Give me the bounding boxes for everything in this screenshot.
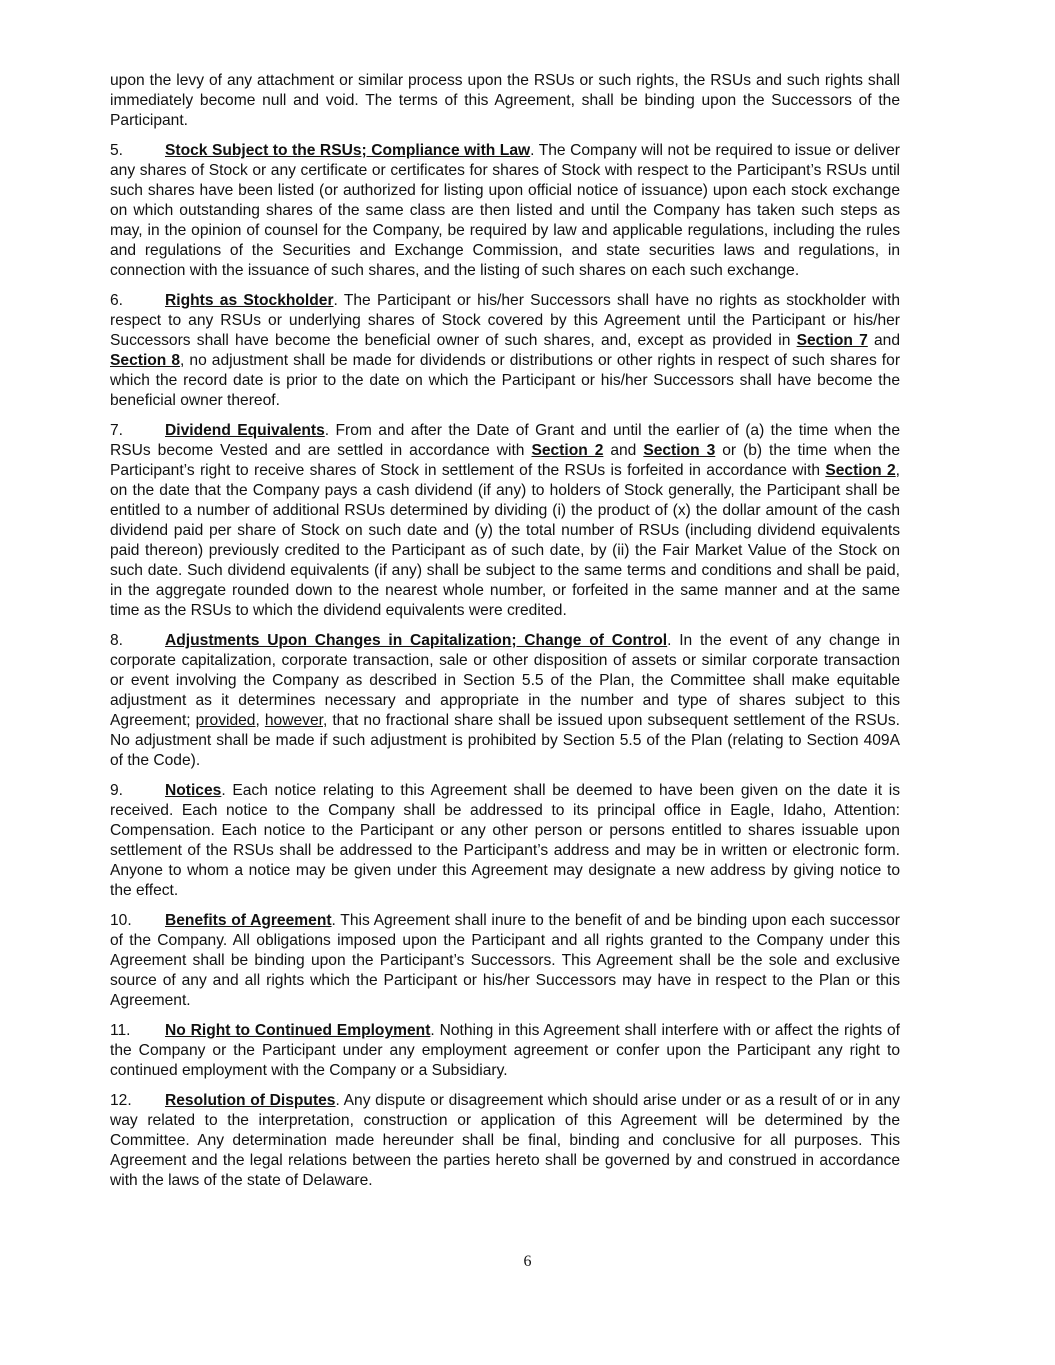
section-heading: Stock Subject to the RSUs; Compliance with Law <box>165 142 531 159</box>
section-heading: Notices <box>165 782 222 799</box>
section-reference: Section 3 <box>643 442 716 459</box>
section-body: , no adjustment shall be made for dividends or distributions or other rights in respect of such shares for which the record date is prior to the date on which the Participant or his/her Successors shall have become the beneficial owner thereof. <box>110 352 901 409</box>
continuation-text: upon the levy of any attachment or similar process upon the RSUs or such rights, the RSUs and such rights shall immediately become null and void. The terms of this Agreement, shall be binding upon the Successors of the Participant. <box>110 72 900 129</box>
section-number: 11. <box>110 1022 131 1039</box>
section-9 <box>110 781 900 901</box>
section-number: 9. <box>110 782 124 799</box>
section-number: 10. <box>110 912 132 929</box>
section-8 <box>110 631 900 771</box>
section-heading: Adjustments Upon Changes in Capitalization; Change of Control <box>165 632 668 649</box>
page-number: 6 <box>523 1253 532 1270</box>
section-heading: Benefits of Agreement <box>165 912 332 929</box>
section-body: . Any dispute or disagreement which should arise under or as a result of or in any way related to the interpretation, construction or application of this Agreement will be determined by the Committee. Any determination made hereunder shall be final, binding and conclusive for all purposes. This Agreement and the legal relations between the parties hereto shall be governed by and construed in accordance with the laws of the state of Delaware. <box>110 1092 900 1189</box>
section-number: 6. <box>110 292 124 309</box>
section-body: or (b) the time when the Participant’s right to receive shares of Stock in settlement of the RSUs is forfeited in accordance with <box>110 442 900 479</box>
section-11 <box>110 1021 900 1081</box>
section-body: . Each notice relating to this Agreement shall be deemed to have been given on the date it is received. Each notice to the Company shall be addressed to its principal office in Eagle, Idaho, Attention: Compensation. Each notice to the Participant or any other person or persons entitled to shares issuable upon settlement of the RSUs shall be addressed to the Participant’s address and may be in written or electronic form. Anyone to whom a notice may be given under this Agreement may designate a new address by giving notice to the effect. <box>110 782 900 899</box>
section-body: . The Participant or his/her Successors shall have no rights as stockholder with respect to any RSUs or underlying shares of Stock covered by this Agreement until the Participant or his/her Successors shall have become the beneficial owner of such shares, and, except as provided in <box>110 292 901 349</box>
document-body <box>110 71 900 1201</box>
section-body: and <box>867 332 901 349</box>
section-body: . The Company will not be required to issue or deliver any shares of Stock or any certificate or certificates for shares of Stock with respect to the Participant’s RSUs until such shares have been listed (or authorized for listing upon official notice of issuance) upon each stock exchange on which outstanding shares of the same class are then listed and until the Company has taken such steps as may, in the opinion of counsel for the Company, be required by law and applicable regulations, including the rules and regulations of the Securities and Exchange Commission, and state securities laws and regulations, in connection with the issuance of such shares, and the listing of such shares on each such exchange. <box>110 142 900 279</box>
section-7 <box>110 421 900 621</box>
section-body: , on the date that the Company pays a cash dividend (if any) to holders of Stock generally, the Participant shall be entitled to a number of additional RSUs determined by dividing (i) the product of (x) the dollar amount of the cash dividend paid per share of Stock on such date and (y) the total number of RSUs (including dividend equivalents paid thereon) previously credited to the Participant as of such date, by (ii) the Fair Market Value of the Stock on such date. Such dividend equivalents (if any) shall be subject to the same terms and conditions and shall be paid, in the aggregate rounded down to the nearest whole number, or forfeited in the same manner and at the same time as the RSUs to which the dividend equivalents were credited. <box>110 462 901 619</box>
section-body: . This Agreement shall inure to the benefit of and be binding upon each successor of the Company. All obligations imposed upon the Participant and all rights granted to the Company under this Agreement shall be binding upon the Participant’s Successors. This Agreement shall be the sole and exclusive source of any and all rights which the Participant or his/her Successors may have in respect to the Plan or this Agreement. <box>110 912 900 1009</box>
section-body: , <box>255 712 265 729</box>
section-heading: Rights as Stockholder <box>165 292 334 309</box>
section-10 <box>110 911 900 1011</box>
section-heading: Resolution of Disputes <box>165 1092 336 1109</box>
underlined-term: however <box>264 712 323 729</box>
section-reference: Section 7 <box>796 332 868 349</box>
section-body: . In the event of any change in corporate capitalization, corporate transaction, sale or other disposition of assets or similar corporate transaction or event involving the Company as described in Section 5.5 of the Plan, the Committee shall make equitable adjustment as it determines necessary and appropriate in the number and type of shares subject to this Agreement; <box>110 632 900 729</box>
section-number: 8. <box>110 632 124 649</box>
section-heading: No Right to Continued Employment <box>165 1022 431 1039</box>
section-body: . From and after the Date of Grant and until the earlier of (a) the time when the RSUs become Vested and are settled in accordance with <box>110 422 900 459</box>
section-body: and <box>603 442 644 459</box>
section-body: . Nothing in this Agreement shall interfere with or affect the rights of the Company or the Participant under any employment agreement or confer upon the Participant any right to continued employment with the Company or a Subsidiary. <box>110 1022 900 1079</box>
section-number: 5. <box>110 142 124 159</box>
section-reference: Section 2 <box>825 462 896 479</box>
section-body: , that no fractional share shall be issued upon subsequent settlement of the RSUs. No adjustment shall be made if such adjustment is prohibited by Section 5.5 of the Plan (relating to Section 409A of the Code). <box>110 712 900 769</box>
section-reference: Section 8 <box>110 352 181 369</box>
section-number: 7. <box>110 422 124 439</box>
section-number: 12. <box>110 1092 132 1109</box>
underlined-term: provided <box>195 712 256 729</box>
section-reference: Section 2 <box>531 442 604 459</box>
continuation-paragraph <box>110 71 900 131</box>
section-heading: Dividend Equivalents <box>165 422 325 439</box>
section-6 <box>110 291 900 411</box>
section-12 <box>110 1091 900 1191</box>
section-5 <box>110 141 900 281</box>
